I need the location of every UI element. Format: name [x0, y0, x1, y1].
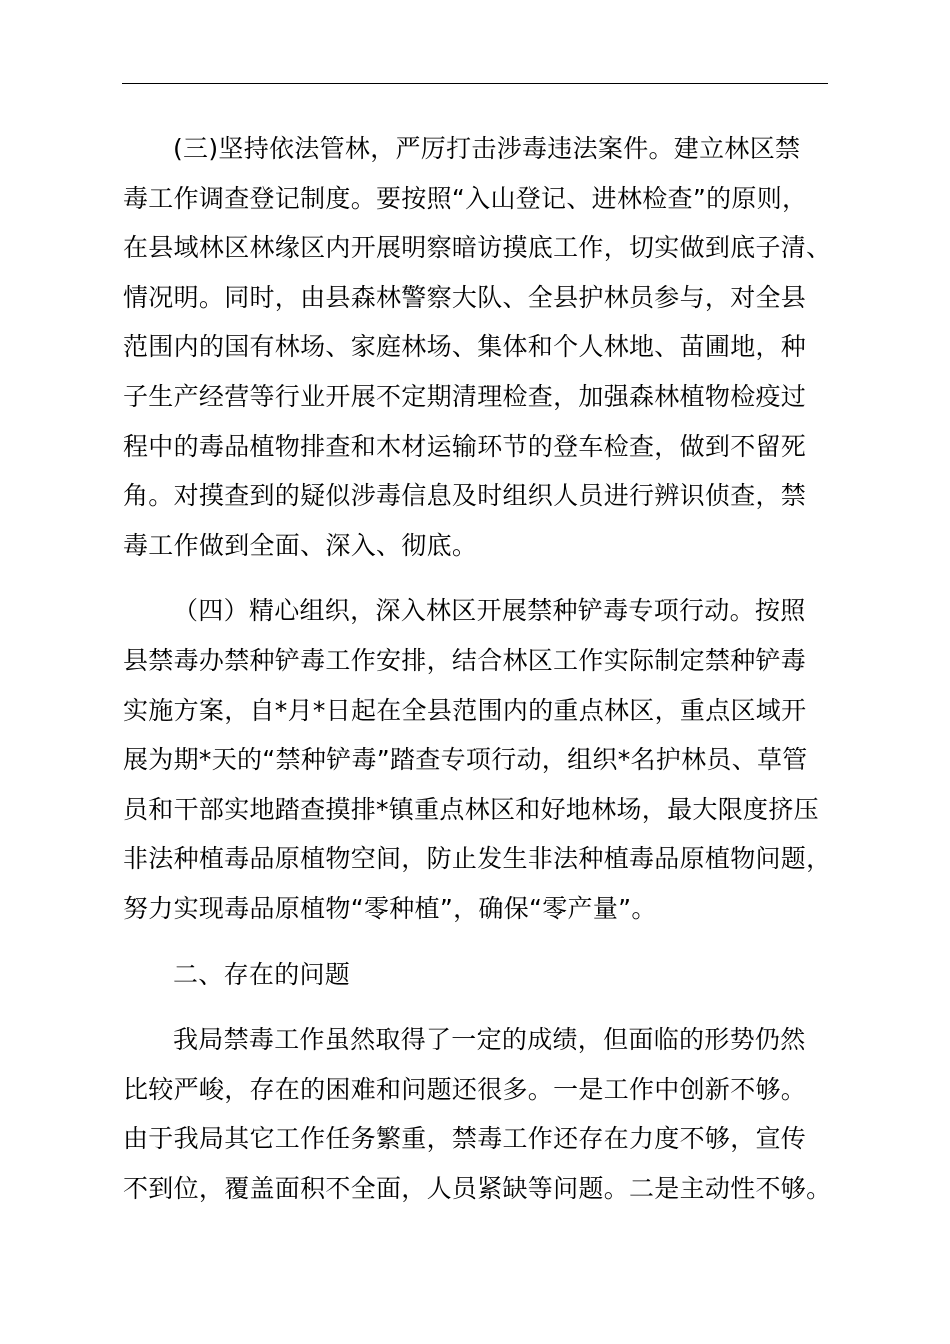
paragraph-line: 员和干部实地踏查摸排*镇重点林区和好地林场，最大限度挤压 [123, 794, 819, 824]
paragraph-line: 范围内的国有林场、家庭林场、集体和个人林地、苗圃地，种 [123, 332, 807, 362]
section-heading [123, 950, 835, 1000]
paragraph-line: 展为期*天的“禁种铲毒”踏查专项行动，组织*名护林员、草管 [123, 745, 808, 775]
paragraph-gap [123, 934, 835, 950]
paragraph-problems [123, 1015, 835, 1213]
paragraph-line: 毒工作调查登记制度。要按照“入山登记、进林检查”的原则， [123, 183, 808, 213]
paragraph-gap [123, 999, 835, 1015]
header-rule [122, 83, 828, 84]
paragraph-gap [123, 570, 835, 586]
paragraph-line: (三)坚持依法管林，严厉打击涉毒违法案件。建立林区禁 [173, 134, 801, 163]
paragraph-line: 努力实现毒品原植物“零种植”，确保“零产量”。 [123, 893, 657, 923]
paragraph-line: 我局禁毒工作虽然取得了一定的成绩，但面临的形势仍然 [173, 1025, 806, 1055]
paragraph-line: 由于我局其它工作任务繁重，禁毒工作还存在力度不够，宣传 [123, 1124, 807, 1154]
paragraph-line: 不到位，覆盖面积不全面，人员紧缺等问题。二是主动性不够。 [123, 1173, 832, 1203]
heading-line: 二、存在的问题 [173, 959, 351, 989]
paragraph-line: 毒工作做到全面、深入、彻底。 [123, 530, 478, 560]
paragraph-section-4 [123, 586, 835, 933]
paragraph-line: 非法种植毒品原植物空间，防止发生非法种植毒品原植物问题， [123, 844, 832, 874]
paragraph-line: 县禁毒办禁种铲毒工作安排，结合林区工作实际制定禁种铲毒 [123, 645, 807, 675]
paragraph-line: 子生产经营等行业开展不定期清理检查，加强森林植物检疫过 [123, 381, 807, 411]
document-body [123, 124, 835, 1213]
paragraph-section-3 [123, 124, 835, 570]
paragraph-line: 情况明。同时，由县森林警察大队、全县护林员参与，对全县 [123, 282, 807, 312]
paragraph-line: 比较严峻，存在的困难和问题还很多。一是工作中创新不够。 [123, 1074, 807, 1104]
paragraph-line: 在县域林区林缘区内开展明察暗访摸底工作，切实做到底子清、 [123, 233, 832, 263]
paragraph-line: 角。对摸查到的疑似涉毒信息及时组织人员进行辨识侦查，禁 [123, 481, 807, 511]
paragraph-line: 实施方案，自*月*日起在全县范围内的重点林区，重点区域开 [123, 695, 807, 725]
paragraph-line: （四）精心组织，深入林区开展禁种铲毒专项行动。按照 [173, 596, 806, 626]
paragraph-line: 程中的毒品植物排查和木材运输环节的登车检查，做到不留死 [123, 431, 807, 461]
